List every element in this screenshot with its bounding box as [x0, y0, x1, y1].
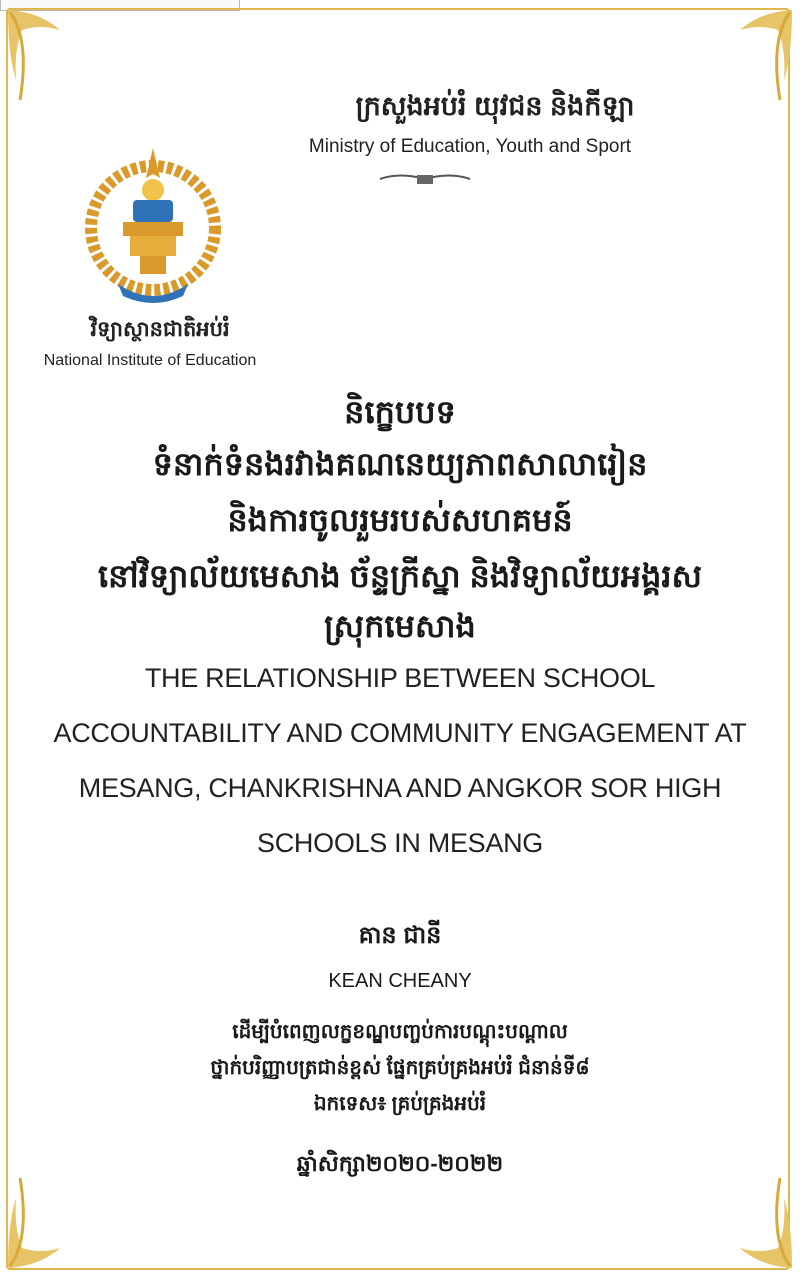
author-name-english: KEAN CHEANY: [328, 970, 472, 992]
thesis-label-khmer: និក្ខេបបទ: [344, 394, 456, 430]
corner-ornament-bottom-left: [0, 1168, 90, 1278]
purpose-line: ដើម្បីបំពេញលក្ខខណ្ឌបញ្ចប់ការបណ្តុះបណ្តាល: [232, 1021, 568, 1043]
english-title-line: ACCOUNTABILITY AND COMMUNITY ENGAGEMENT AT: [53, 718, 747, 748]
khmer-title-line: និងការចូលរួមរបស់សហគមន៍: [227, 502, 573, 538]
khmer-title-line: ទំនាក់ទំនងរវាងគណនេយ្យភាពសាលារៀន: [152, 446, 648, 482]
institute-emblem-logo: [78, 138, 228, 313]
khmer-title-line: នៅវិទ្យាល័យមេសាង ច័ន្ទក្រីស្នា និងវិទ្យាល័យអង្គរស: [97, 558, 703, 594]
english-title-line: MESANG, CHANKRISHNA AND ANGKOR SOR HIGH: [78, 773, 722, 803]
institute-name-english: National Institute of Education: [43, 352, 257, 369]
purpose-line: ឯកទេស៖ គ្រប់គ្រងអប់រំ: [313, 1093, 487, 1115]
academic-year-khmer: ឆ្នាំសិក្សា២០២០-២០២២: [296, 1151, 504, 1176]
corner-ornament-bottom-right: [710, 1168, 800, 1278]
english-title-line: THE RELATIONSHIP BETWEEN SCHOOL: [144, 663, 656, 693]
author-name-khmer: គាន ជានី: [358, 922, 442, 949]
ministry-name-english: Ministry of Education, Youth and Sport: [308, 136, 632, 157]
divider-ornament-icon: [375, 170, 475, 188]
corner-ornament-top-left: [0, 0, 90, 110]
khmer-title-line: ស្រុកមេសាង: [324, 608, 476, 644]
ministry-name-khmer: ក្រសួងអប់រំ យុវជន និងកីឡា: [355, 91, 635, 121]
english-title-line: SCHOOLS IN MESANG: [257, 828, 543, 858]
purpose-line: ថ្នាក់បរិញ្ញាបត្រជាន់ខ្ពស់ ផ្នែកគ្រប់គ្រងអប់រំ ជំនាន់ទី៨: [210, 1057, 590, 1079]
institute-name-khmer: វិទ្យាស្ថានជាតិអប់រំ: [90, 318, 230, 341]
